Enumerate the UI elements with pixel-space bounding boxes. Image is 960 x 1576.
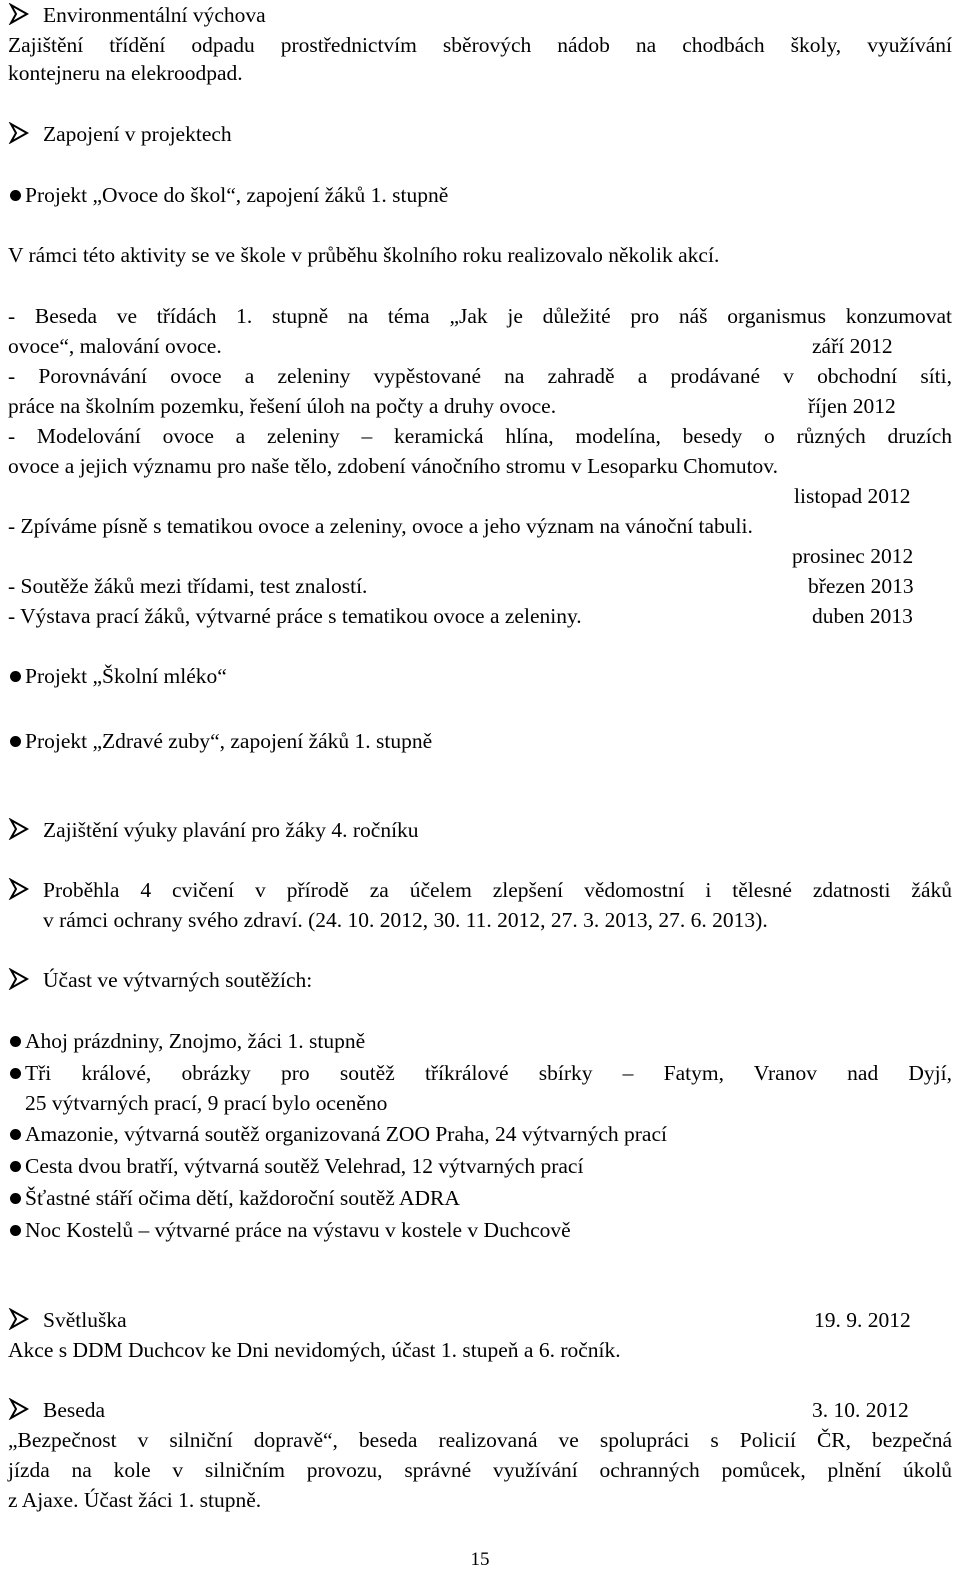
bullet-dot-icon bbox=[10, 1068, 21, 1079]
page-number: 15 bbox=[470, 1549, 490, 1570]
bullet-dot-icon bbox=[10, 736, 21, 747]
teeth-project-item: Projekt „Zdravé zuby“, zapojení žáků 1. stupně bbox=[25, 729, 433, 753]
beseda-line2: jízda na kole v silničním provozu, správné využívání ochranných pomůcek, plnění úkolů bbox=[8, 1458, 952, 1482]
activity-1-line1: - Beseda ve třídách 1. stupně na téma „Jak je důležité pro náš organismus konzumovat bbox=[8, 304, 952, 328]
activity-1-line2: ovoce“, malování ovoce. bbox=[8, 334, 222, 358]
env-text-line1: Zajištění třídění odpadu prostřednictvím sběrových nádob na chodbách školy, využívání bbox=[8, 33, 952, 57]
projects-heading: Zapojení v projektech bbox=[43, 122, 232, 146]
activity-6-line1: - Výstava prací žáků, výtvarné práce s tematikou ovoce a zeleniny. bbox=[8, 604, 582, 628]
svetluska-text: Akce s DDM Duchcov ke Dni nevidomých, účast 1. stupeň a 6. ročník. bbox=[8, 1338, 621, 1362]
art-item-2-line1: Tři králové, obrázky pro soutěž tříkrálové sbírky – Fatym, Vranov nad Dyjí, bbox=[25, 1061, 952, 1085]
activity-5-line1: - Soutěže žáků mezi třídami, test znalostí. bbox=[8, 574, 368, 598]
art-item-6: Noc Kostelů – výtvarné práce na výstavu v kostele v Duchcově bbox=[25, 1218, 571, 1242]
art-item-1: Ahoj prázdniny, Znojmo, žáci 1. stupně bbox=[25, 1029, 366, 1053]
arrow-bullet-icon bbox=[8, 3, 30, 25]
svetluska-heading: Světluška bbox=[43, 1308, 127, 1332]
beseda-heading: Beseda bbox=[43, 1398, 106, 1422]
art-heading: Účast ve výtvarných soutěžích: bbox=[43, 968, 313, 992]
activity-5-date: březen 2013 bbox=[808, 574, 914, 598]
activity-2-line1: - Porovnávání ovoce a zeleniny vypěstované na zahradě a prodávané v obchodní síti, bbox=[8, 364, 952, 388]
svetluska-date: 19. 9. 2012 bbox=[814, 1308, 911, 1332]
arrow-bullet-icon bbox=[8, 878, 30, 900]
beseda-date: 3. 10. 2012 bbox=[812, 1398, 909, 1422]
arrow-bullet-icon bbox=[8, 968, 30, 990]
activity-4-date: prosinec 2012 bbox=[792, 544, 914, 568]
beseda-line3: z Ajaxe. Účast žáci 1. stupně. bbox=[8, 1488, 262, 1512]
arrow-bullet-icon bbox=[8, 1308, 30, 1330]
art-item-3: Amazonie, výtvarná soutěž organizovaná ZOO Praha, 24 výtvarných prací bbox=[25, 1122, 667, 1146]
bullet-dot-icon bbox=[10, 1161, 21, 1172]
arrow-bullet-icon bbox=[8, 1398, 30, 1420]
art-item-4: Cesta dvou bratří, výtvarná soutěž Velehrad, 12 výtvarných prací bbox=[25, 1154, 584, 1178]
activity-4-line1: - Zpíváme písně s tematikou ovoce a zeleniny, ovoce a jeho význam na vánoční tabuli. bbox=[8, 514, 753, 538]
arrow-bullet-icon bbox=[8, 818, 30, 840]
activity-1-date: září 2012 bbox=[812, 334, 893, 358]
fruit-intro: V rámci této aktivity se ve škole v průběhu školního roku realizovalo několik akcí. bbox=[8, 243, 720, 267]
activity-3-line2: ovoce a jejich významu pro naše tělo, zdobení vánočního stromu v Lesoparku Chomutov. bbox=[8, 454, 779, 478]
activity-6-date: duben 2013 bbox=[812, 604, 913, 628]
activity-2-date: říjen 2012 bbox=[808, 394, 896, 418]
bullet-dot-icon bbox=[10, 1036, 21, 1047]
milk-project-item: Projekt „Školní mléko“ bbox=[25, 664, 227, 688]
bullet-dot-icon bbox=[10, 1193, 21, 1204]
art-item-5: Šťastné stáří očima dětí, každoroční soutěž ADRA bbox=[25, 1186, 460, 1210]
bullet-dot-icon bbox=[10, 671, 21, 682]
env-text-line2: kontejneru na elekroodpad. bbox=[8, 61, 243, 85]
activity-3-date: listopad 2012 bbox=[794, 484, 911, 508]
arrow-bullet-icon bbox=[8, 122, 30, 144]
env-heading: Environmentální výchova bbox=[43, 3, 266, 27]
art-item-2-line2: 25 výtvarných prací, 9 prací bylo oceněno bbox=[25, 1091, 388, 1115]
beseda-line1: „Bezpečnost v silniční dopravě“, beseda realizovaná ve spolupráci s Policií ČR, bezpečná bbox=[8, 1428, 952, 1452]
bullet-dot-icon bbox=[10, 190, 21, 201]
bullet-dot-icon bbox=[10, 1225, 21, 1236]
bullet-dot-icon bbox=[10, 1129, 21, 1140]
nature-line1: Proběhla 4 cvičení v přírodě za účelem zlepšení vědomostní i tělesné zdatnosti žáků bbox=[43, 878, 952, 902]
nature-line2: v rámci ochrany svého zdraví. (24. 10. 2012, 30. 11. 2012, 27. 3. 2013, 27. 6. 2013). bbox=[43, 908, 768, 932]
activity-2-line2: práce na školním pozemku, řešení úloh na počty a druhy ovoce. bbox=[8, 394, 557, 418]
swimming-heading: Zajištění výuky plavání pro žáky 4. ročníku bbox=[43, 818, 419, 842]
activity-3-line1: - Modelování ovoce a zeleniny – keramická hlína, modelína, besedy o různých druzích bbox=[8, 424, 952, 448]
fruit-project-item: Projekt „Ovoce do škol“, zapojení žáků 1. stupně bbox=[25, 183, 449, 207]
